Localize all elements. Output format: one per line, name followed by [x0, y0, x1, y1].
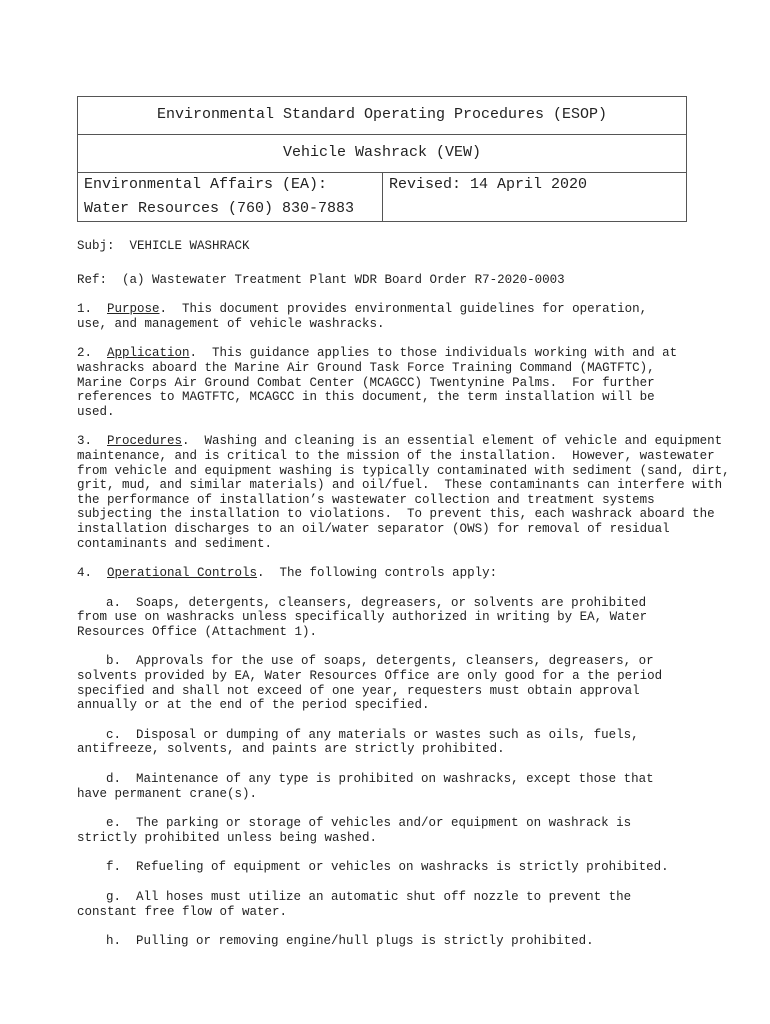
- item-text: c. Disposal or dumping of any materials or wastes such as oils, fuels,: [106, 727, 639, 742]
- section-heading: Operational Controls: [107, 566, 258, 581]
- item-text: specified and shall not exceed of one year, requesters must obtain approval: [77, 683, 640, 698]
- department-cell: [78, 173, 383, 222]
- section-text: . This document provides environmental guidelines for operation,: [159, 302, 648, 317]
- section-text: contaminants and sediment.: [77, 536, 273, 551]
- item-text: from use on washracks unless specifically authorized in writing by EA, Water: [77, 610, 648, 625]
- item-text: strictly prohibited unless being washed.: [77, 830, 378, 845]
- department-name: Environmental Affairs (EA):: [84, 176, 328, 193]
- item-text: constant free flow of water.: [77, 904, 288, 919]
- document-subtitle: Vehicle Washrack (VEW): [78, 135, 687, 173]
- section-text: installation discharges to an oil/water separator (OWS) for removal of residual: [77, 521, 670, 536]
- document-page: [77, 96, 730, 949]
- reference-line: Ref: (a) Wastewater Treatment Plant WDR Board Order R7-2020-0003: [77, 272, 565, 287]
- item-text: g. All hoses must utilize an automatic shut off nozzle to prevent the: [106, 890, 632, 904]
- control-item-g: [77, 890, 687, 919]
- section-heading: Application: [107, 346, 190, 361]
- control-item-b: [77, 654, 687, 712]
- control-items: [77, 596, 687, 949]
- document-title: Environmental Standard Operating Procedures (ESOP): [78, 97, 687, 135]
- item-text: d. Maintenance of any type is prohibited on washracks, except those that: [106, 772, 654, 787]
- section-text: maintenance, and is critical to the mission of the installation. However, wastewater: [77, 448, 715, 463]
- item-text: h. Pulling or removing engine/hull plugs is strictly prohibited.: [106, 934, 594, 949]
- section-number: 4.: [77, 566, 108, 581]
- item-text: have permanent crane(s).: [77, 786, 258, 801]
- section-text: Marine Corps Air Ground Combat Center (MCAGCC) Twentynine Palms. For further: [77, 375, 655, 390]
- section-number: 3.: [77, 434, 108, 449]
- section-text: . The following controls apply:: [257, 566, 498, 581]
- section-text: from vehicle and equipment washing is typically contaminated with sediment (sand, dirt,: [77, 463, 730, 478]
- section-heading: Procedures: [107, 434, 183, 449]
- department-phone: Water Resources (760) 830-7883: [84, 200, 355, 217]
- section-number: 1.: [77, 302, 108, 317]
- section-procedures: [77, 434, 730, 551]
- section-number: 2.: [77, 346, 108, 361]
- section-text: the performance of installation’s wastewater collection and treatment systems: [77, 492, 655, 507]
- control-item-a: [77, 596, 687, 640]
- control-item-e: [77, 816, 687, 845]
- subject-line: Subj: VEHICLE WASHRACK: [77, 239, 250, 253]
- section-application: [77, 346, 687, 419]
- section-text: washracks aboard the Marine Air Ground Task Force Training Command (MAGTFTC),: [77, 360, 655, 375]
- section-text: used.: [77, 404, 115, 419]
- control-item-h: [77, 934, 687, 949]
- section-text: use, and management of vehicle washracks.: [77, 316, 385, 331]
- item-text: b. Approvals for the use of soaps, detergents, cleansers, degreasers, or: [106, 654, 654, 669]
- control-item-d: [77, 772, 687, 801]
- item-text: annually or at the end of the period specified.: [77, 698, 430, 713]
- header-table: [77, 96, 687, 222]
- section-purpose: [77, 302, 687, 331]
- item-text: e. The parking or storage of vehicles and/or equipment on washrack is: [106, 816, 632, 831]
- section-text: . Washing and cleaning is an essential element of vehicle and equipment: [182, 434, 723, 449]
- control-item-c: [77, 728, 687, 757]
- item-text: antifreeze, solvents, and paints are strictly prohibited.: [77, 742, 505, 757]
- item-text: a. Soaps, detergents, cleansers, degreasers, or solvents are prohibited: [106, 595, 647, 610]
- item-text: f. Refueling of equipment or vehicles on washracks is strictly prohibited.: [106, 860, 669, 875]
- section-text: grit, mud, and similar materials) and oil/fuel. These contaminants can interfere with: [77, 478, 723, 493]
- sections-container: [77, 302, 730, 581]
- section-text: subjecting the installation to violations. To prevent this, each washrack aboard the: [77, 507, 715, 522]
- control-item-f: [77, 860, 687, 875]
- item-text: Resources Office (Attachment 1).: [77, 624, 318, 639]
- section-heading: Purpose: [107, 302, 160, 317]
- item-text: solvents provided by EA, Water Resources Office are only good for a the period: [77, 669, 663, 684]
- revised-date: Revised: 14 April 2020: [383, 173, 687, 222]
- section-operational-controls: [77, 566, 687, 581]
- section-text: references to MAGTFTC, MCAGCC in this document, the term installation will be: [77, 390, 655, 405]
- section-text: . This guidance applies to those individuals working with and at: [189, 346, 678, 361]
